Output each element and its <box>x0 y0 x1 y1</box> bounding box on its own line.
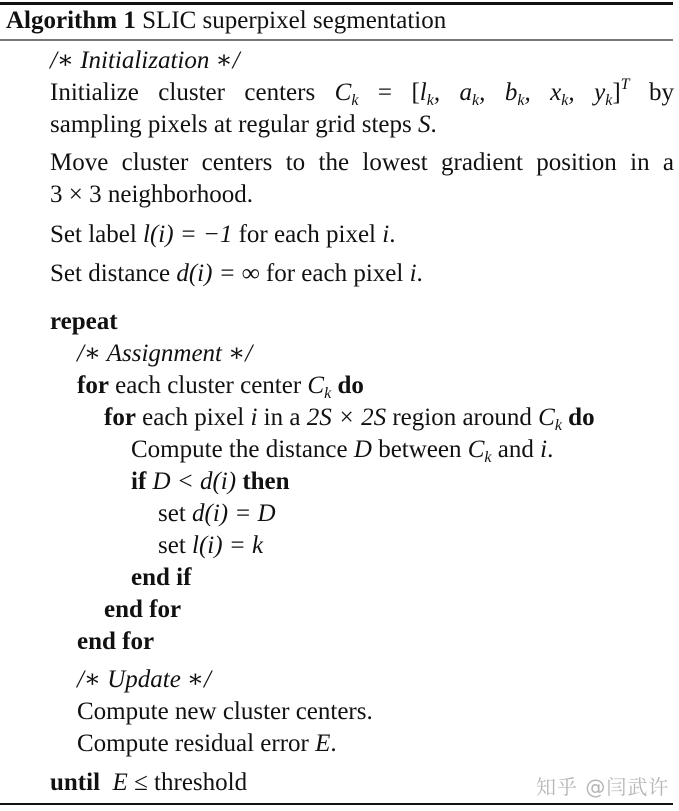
math-region: 2S × 2S <box>306 404 387 431</box>
bottom-rule <box>0 803 673 805</box>
if-line <box>131 467 290 497</box>
text: each cluster center <box>108 372 308 399</box>
text: . <box>547 436 554 463</box>
math-ck: $C_k$ <box>467 436 492 466</box>
algorithm-title: SLIC superpixel segmentation <box>142 7 447 34</box>
comment-update: /∗ Update ∗/ <box>77 666 211 693</box>
until-line <box>50 768 247 798</box>
algorithm-label: Algorithm 1 <box>6 7 136 34</box>
init-line-2 <box>50 110 437 140</box>
residual-error-line <box>77 729 337 759</box>
math-i: i <box>382 221 390 248</box>
math-le: ≤ <box>127 769 155 796</box>
text: Compute the distance <box>131 436 354 463</box>
text: Compute residual error <box>77 730 316 757</box>
set-distance-line <box>50 259 423 289</box>
math-eq: = [ <box>358 79 420 106</box>
keyword-end-for-inner: end for <box>104 596 182 623</box>
text: by <box>629 79 674 106</box>
text: . <box>389 221 396 248</box>
keyword-if: if <box>131 468 147 495</box>
text: between <box>371 436 468 463</box>
text: in a <box>257 404 307 431</box>
keyword-do: do <box>568 404 595 431</box>
text: each pixel <box>135 404 251 431</box>
math-distance: d(i) = ∞ <box>176 260 260 287</box>
text: set <box>158 532 193 559</box>
text: . <box>330 730 337 757</box>
caption-rule <box>0 39 673 41</box>
text: Initialize cluster centers <box>50 79 335 106</box>
text: Set label <box>50 221 144 248</box>
keyword-do: do <box>337 372 364 399</box>
math-assign-l: l(i) = k <box>192 532 264 559</box>
math-i: i <box>409 260 417 287</box>
keyword-for: for <box>104 404 136 431</box>
text: sampling pixels at regular grid steps <box>50 111 418 138</box>
text: and <box>491 436 541 463</box>
math-ck: $C_k$ <box>307 372 332 402</box>
math-condition: D < d(i) <box>152 468 237 495</box>
math-assign-d: d(i) = D <box>192 500 276 527</box>
math-s: S <box>417 111 431 138</box>
text-threshold: threshold <box>154 769 248 796</box>
for-pixel-line <box>104 403 595 433</box>
math-vector: $l_k$, $a_k$, $b_k$, $x_k$, $y_k$ <box>419 79 613 109</box>
update-centers-line: Compute new cluster centers. <box>77 698 373 725</box>
text: Set distance <box>50 260 177 287</box>
init-line-1 <box>50 78 674 108</box>
top-rule <box>0 2 673 5</box>
keyword-end-if: end if <box>131 564 192 591</box>
set-d-line <box>158 499 276 529</box>
keyword-until: until <box>50 769 101 796</box>
math-i: i <box>540 436 548 463</box>
keyword-repeat: repeat <box>50 308 118 335</box>
math-ck: $C_k$ <box>334 79 359 109</box>
set-label-line <box>50 220 395 250</box>
keyword-then: then <box>242 468 290 495</box>
text: set <box>158 500 193 527</box>
compute-distance-line <box>131 435 553 465</box>
math-ck: $C_k$ <box>538 404 562 434</box>
math-i: i <box>250 404 258 431</box>
text: . <box>430 111 437 138</box>
move-line-1: Move cluster centers to the lowest gradient position in a <box>50 149 674 176</box>
comment-initialization: /∗ Initialization ∗/ <box>50 47 240 74</box>
for-cluster-line <box>77 371 364 401</box>
math-label: l(i) = −1 <box>143 221 233 248</box>
math-transpose: ]$^T$ <box>612 76 630 106</box>
set-l-line <box>158 531 263 561</box>
text: . <box>416 260 423 287</box>
algorithm-caption <box>6 6 446 36</box>
keyword-end-for-outer: end for <box>77 628 155 655</box>
move-line-2: 3 × 3 neighborhood. <box>50 181 253 208</box>
math-d: D <box>353 436 372 463</box>
math-e: E <box>315 730 331 757</box>
math-e: E <box>112 769 128 796</box>
text: region around <box>386 404 539 431</box>
keyword-for: for <box>77 372 109 399</box>
watermark: 知乎 @闫武许 <box>536 775 670 799</box>
text: for each pixel <box>232 221 383 248</box>
comment-assignment: /∗ Assignment ∗/ <box>77 340 253 367</box>
text: for each pixel <box>259 260 410 287</box>
